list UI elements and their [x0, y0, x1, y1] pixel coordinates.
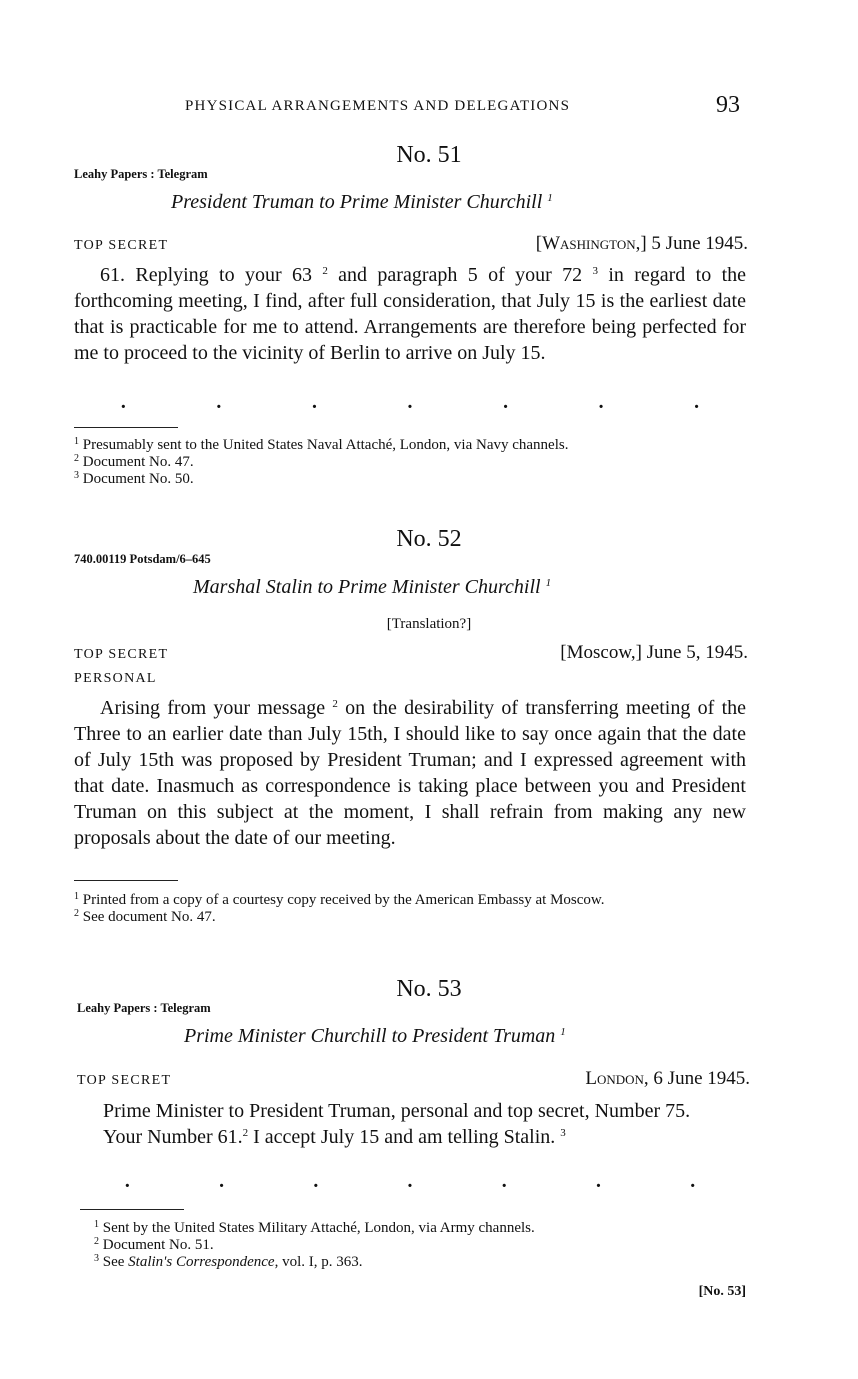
doc51-footnote-1: $^1$ Presumably sent to the United States Naval Attaché, London, via Navy channels. — [74, 436, 569, 453]
doc53-ellipsis-row: · · · · · · · — [124, 1175, 696, 1197]
doc52-footnote-1: $^1$ Printed from a copy of a courtesy copy received by the American Embassy at Moscow. — [74, 891, 605, 908]
doc52-footnote-2: $^2$ See document No. 47. — [74, 908, 216, 925]
doc53-place-date: London, 6 June 1945. — [585, 1068, 750, 1089]
doc52-title: Marshal Stalin to Prime Minister Churchill $^1$ — [193, 576, 552, 598]
running-title: PHYSICAL ARRANGEMENTS AND DELEGATIONS — [185, 98, 571, 114]
doc51-number: No. 51 — [396, 142, 462, 168]
doc51-footnote-rule — [74, 427, 178, 428]
doc52-source: 740.00119 Potsdam/6–645 — [74, 552, 211, 566]
doc53-source: Leahy Papers : Telegram — [77, 1001, 211, 1015]
end-document-tag: [No. 53] — [698, 1284, 746, 1299]
doc51-footnotes — [74, 437, 746, 488]
doc51-classification: TOP SECRET — [74, 238, 169, 253]
doc53-footnote-3: $^3$ See Stalin's Correspondence, vol. I, p. 363. — [94, 1253, 363, 1270]
doc53-footnote-1: $^1$ Sent by the United States Military Attaché, London, via Army channels. — [94, 1219, 535, 1236]
doc51-footnote-2: $^2$ Document No. 47. — [74, 453, 194, 470]
doc52-classification: TOP SECRET — [74, 647, 169, 662]
doc51-title: President Truman to Prime Minister Churchill $^1$ — [171, 191, 553, 213]
doc53-footnote-2: $^2$ Document No. 51. — [94, 1236, 214, 1253]
doc51-ellipsis-row: · · · · · · · — [120, 396, 700, 418]
doc52-footnotes — [74, 892, 746, 926]
doc51-footnote-3: $^3$ Document No. 50. — [74, 470, 194, 487]
doc53-paragraph-2: Your Number 61.$^2$ I accept July 15 and am telling Stalin. $^3$ — [103, 1126, 566, 1148]
doc51-place-date: [Washington,] 5 June 1945. — [535, 233, 748, 254]
page-number: 93 — [716, 92, 740, 118]
doc51-source: Leahy Papers : Telegram — [74, 167, 208, 181]
doc52-footnote-rule — [74, 880, 178, 881]
doc51-body: 61. Replying to your 63 $^2$ and paragraph 5 of your 72 $^3$ in regard to the forthcoming meeting, I find, after full consideration, that July 15 is the earliest date that is practicable for me to attend. Arrangements are therefore being perfected for me to proceed to the vicinity of Berlin to arrive on July 15. — [74, 264, 747, 364]
doc53-paragraph-1: Prime Minister to President Truman, personal and top secret, Number 75. — [103, 1100, 691, 1122]
doc53-footnotes — [94, 1220, 754, 1271]
doc52-body: Arising from your message $^2$ on the desirability of transferring meeting of the Three to an earlier date than July 15th, I should like to say once again that the date of July 15th was proposed by President Truman; and I expressed agreement with that date. Inasmuch as correspondence is taking place between you and President Truman on this subject at the moment, I shall refrain from making any new proposals about the date of our meeting. — [74, 697, 746, 849]
doc52-number: No. 52 — [396, 526, 462, 552]
doc53-footnote-rule — [80, 1209, 184, 1210]
doc53-body — [77, 1098, 747, 1150]
doc52-classification-personal: PERSONAL — [74, 671, 157, 686]
doc52-place-date: [Moscow,] June 5, 1945. — [560, 642, 748, 663]
doc52-translation-note: [Translation?] — [386, 616, 472, 632]
doc53-title: Prime Minister Churchill to President Truman $^1$ — [184, 1025, 566, 1047]
doc53-classification: TOP SECRET — [77, 1073, 172, 1088]
doc53-number: No. 53 — [396, 976, 462, 1002]
